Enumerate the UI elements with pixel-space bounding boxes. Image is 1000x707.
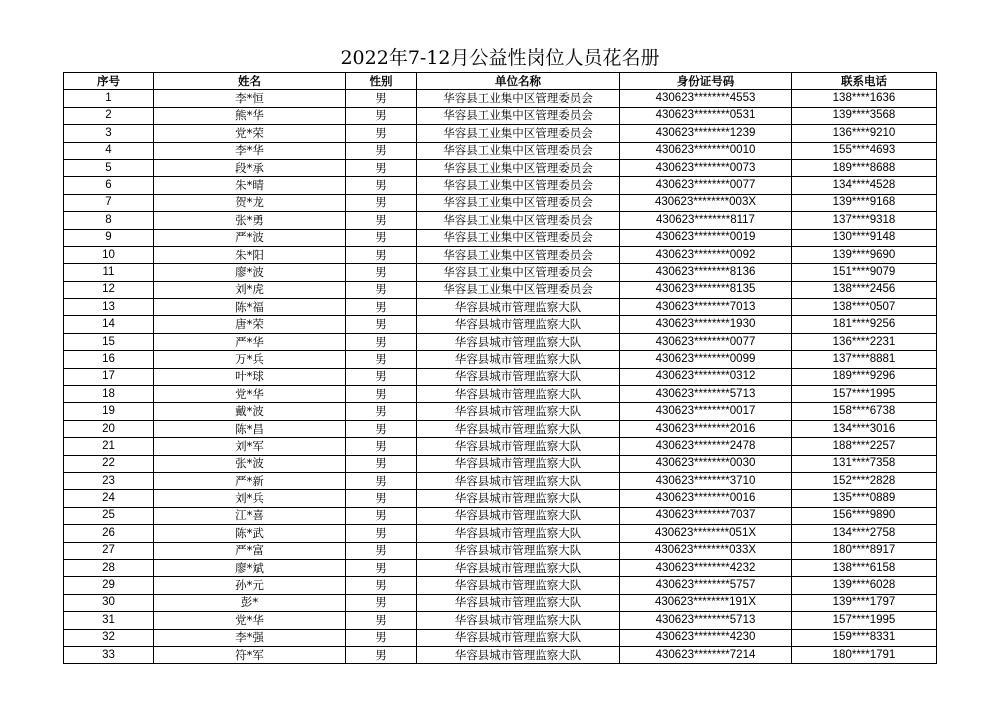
cell-unit: 华容县工业集中区管理委员会: [417, 107, 620, 124]
cell-unit: 华容县城市管理监察大队: [417, 507, 620, 524]
cell-phone: 138****1636: [792, 90, 937, 107]
cell-unit: 华容县工业集中区管理委员会: [417, 194, 620, 211]
cell-id-number: 430623********2478: [620, 438, 792, 455]
cell-seq: 14: [64, 316, 154, 333]
cell-name: 贺*龙: [154, 194, 346, 211]
cell-name: 符*军: [154, 646, 346, 663]
cell-gender: 男: [346, 559, 417, 576]
cell-gender: 男: [346, 525, 417, 542]
table-row: [64, 229, 937, 246]
table-row: [64, 629, 937, 646]
cell-id-number: 430623********0010: [620, 142, 792, 159]
table-row: [64, 577, 937, 594]
cell-seq: 20: [64, 420, 154, 437]
cell-name: 严*新: [154, 472, 346, 489]
table-row: [64, 525, 937, 542]
cell-id-number: 430623********7037: [620, 507, 792, 524]
cell-unit: 华容县城市管理监察大队: [417, 386, 620, 403]
cell-name: 严*富: [154, 542, 346, 559]
cell-id-number: 430623********5757: [620, 577, 792, 594]
cell-unit: 华容县城市管理监察大队: [417, 403, 620, 420]
table-row: [64, 299, 937, 316]
cell-name: 廖*波: [154, 264, 346, 281]
cell-id-number: 430623********0019: [620, 229, 792, 246]
cell-phone: 180****1791: [792, 646, 937, 663]
cell-unit: 华容县城市管理监察大队: [417, 455, 620, 472]
cell-phone: 137****9318: [792, 212, 937, 229]
table-row: [64, 455, 937, 472]
cell-gender: 男: [346, 159, 417, 176]
cell-name: 陈*武: [154, 525, 346, 542]
cell-seq: 33: [64, 646, 154, 663]
cell-unit: 华容县城市管理监察大队: [417, 472, 620, 489]
cell-seq: 16: [64, 351, 154, 368]
table-row: [64, 420, 937, 437]
cell-phone: 159****8331: [792, 629, 937, 646]
cell-phone: 139****3568: [792, 107, 937, 124]
cell-phone: 138****6158: [792, 559, 937, 576]
cell-name: 张*勇: [154, 212, 346, 229]
header-unit: 单位名称: [417, 73, 620, 90]
cell-phone: 152****2828: [792, 472, 937, 489]
cell-id-number: 430623********0077: [620, 177, 792, 194]
cell-seq: 1: [64, 90, 154, 107]
cell-name: 严*华: [154, 333, 346, 350]
cell-name: 刘*兵: [154, 490, 346, 507]
cell-seq: 3: [64, 125, 154, 142]
cell-seq: 22: [64, 455, 154, 472]
cell-gender: 男: [346, 438, 417, 455]
cell-seq: 30: [64, 594, 154, 611]
cell-id-number: 430623********0030: [620, 455, 792, 472]
cell-unit: 华容县城市管理监察大队: [417, 351, 620, 368]
table-row: [64, 246, 937, 263]
cell-name: 唐*荣: [154, 316, 346, 333]
table-row: [64, 316, 937, 333]
cell-seq: 18: [64, 386, 154, 403]
table-row: [64, 264, 937, 281]
cell-name: 彭*: [154, 594, 346, 611]
cell-unit: 华容县城市管理监察大队: [417, 542, 620, 559]
cell-id-number: 430623********8136: [620, 264, 792, 281]
cell-gender: 男: [346, 420, 417, 437]
cell-id-number: 430623********8117: [620, 212, 792, 229]
table-row: [64, 542, 937, 559]
cell-seq: 10: [64, 246, 154, 263]
cell-seq: 12: [64, 281, 154, 298]
cell-seq: 13: [64, 299, 154, 316]
table-row: [64, 368, 937, 385]
cell-gender: 男: [346, 90, 417, 107]
cell-name: 孙*元: [154, 577, 346, 594]
cell-unit: 华容县工业集中区管理委员会: [417, 281, 620, 298]
cell-unit: 华容县工业集中区管理委员会: [417, 246, 620, 263]
cell-id-number: 430623********7214: [620, 646, 792, 663]
table-row: [64, 507, 937, 524]
cell-name: 段*承: [154, 159, 346, 176]
cell-gender: 男: [346, 316, 417, 333]
header-gender: 性别: [346, 73, 417, 90]
cell-phone: 138****0507: [792, 299, 937, 316]
cell-name: 严*波: [154, 229, 346, 246]
roster-body: [64, 90, 937, 664]
cell-gender: 男: [346, 455, 417, 472]
cell-phone: 180****8917: [792, 542, 937, 559]
cell-seq: 5: [64, 159, 154, 176]
table-row: [64, 351, 937, 368]
roster-table: [63, 72, 937, 664]
cell-id-number: 430623********0017: [620, 403, 792, 420]
cell-gender: 男: [346, 542, 417, 559]
table-row: [64, 125, 937, 142]
cell-gender: 男: [346, 629, 417, 646]
cell-id-number: 430623********0073: [620, 159, 792, 176]
header-phone: 联系电话: [792, 73, 937, 90]
cell-unit: 华容县工业集中区管理委员会: [417, 177, 620, 194]
cell-unit: 华容县城市管理监察大队: [417, 629, 620, 646]
cell-name: 叶*球: [154, 368, 346, 385]
cell-unit: 华容县城市管理监察大队: [417, 559, 620, 576]
cell-name: 刘*军: [154, 438, 346, 455]
cell-id-number: 430623********8135: [620, 281, 792, 298]
cell-id-number: 430623********003X: [620, 194, 792, 211]
cell-gender: 男: [346, 333, 417, 350]
cell-seq: 19: [64, 403, 154, 420]
cell-id-number: 430623********0531: [620, 107, 792, 124]
cell-id-number: 430623********2016: [620, 420, 792, 437]
cell-name: 张*波: [154, 455, 346, 472]
cell-id-number: 430623********5713: [620, 612, 792, 629]
cell-phone: 131****7358: [792, 455, 937, 472]
cell-id-number: 430623********4230: [620, 629, 792, 646]
cell-gender: 男: [346, 386, 417, 403]
cell-name: 陈*福: [154, 299, 346, 316]
cell-seq: 25: [64, 507, 154, 524]
table-row: [64, 142, 937, 159]
cell-id-number: 430623********0016: [620, 490, 792, 507]
cell-seq: 7: [64, 194, 154, 211]
table-row: [64, 281, 937, 298]
cell-name: 刘*虎: [154, 281, 346, 298]
table-row: [64, 472, 937, 489]
header-id: 身份证号码: [620, 73, 792, 90]
cell-seq: 23: [64, 472, 154, 489]
cell-name: 党*华: [154, 386, 346, 403]
table-row: [64, 403, 937, 420]
cell-seq: 2: [64, 107, 154, 124]
cell-unit: 华容县工业集中区管理委员会: [417, 90, 620, 107]
cell-gender: 男: [346, 577, 417, 594]
cell-gender: 男: [346, 125, 417, 142]
cell-id-number: 430623********0092: [620, 246, 792, 263]
cell-gender: 男: [346, 264, 417, 281]
cell-phone: 181****9256: [792, 316, 937, 333]
cell-unit: 华容县城市管理监察大队: [417, 333, 620, 350]
cell-seq: 11: [64, 264, 154, 281]
cell-gender: 男: [346, 472, 417, 489]
cell-unit: 华容县城市管理监察大队: [417, 646, 620, 663]
cell-gender: 男: [346, 212, 417, 229]
cell-seq: 21: [64, 438, 154, 455]
cell-name: 朱*晴: [154, 177, 346, 194]
cell-gender: 男: [346, 142, 417, 159]
cell-gender: 男: [346, 612, 417, 629]
cell-unit: 华容县城市管理监察大队: [417, 612, 620, 629]
cell-gender: 男: [346, 299, 417, 316]
cell-seq: 8: [64, 212, 154, 229]
cell-name: 李*华: [154, 142, 346, 159]
cell-id-number: 430623********0099: [620, 351, 792, 368]
cell-unit: 华容县工业集中区管理委员会: [417, 229, 620, 246]
cell-unit: 华容县城市管理监察大队: [417, 577, 620, 594]
table-row: [64, 594, 937, 611]
cell-unit: 华容县城市管理监察大队: [417, 420, 620, 437]
cell-name: 廖*斌: [154, 559, 346, 576]
cell-phone: 157****1995: [792, 612, 937, 629]
cell-gender: 男: [346, 646, 417, 663]
cell-id-number: 430623********4232: [620, 559, 792, 576]
table-header-row: [64, 73, 937, 90]
cell-unit: 华容县城市管理监察大队: [417, 490, 620, 507]
cell-unit: 华容县城市管理监察大队: [417, 368, 620, 385]
cell-seq: 31: [64, 612, 154, 629]
cell-id-number: 430623********4553: [620, 90, 792, 107]
table-row: [64, 386, 937, 403]
cell-gender: 男: [346, 403, 417, 420]
page-title: 2022年7-12月公益性岗位人员花名册: [340, 47, 660, 69]
cell-phone: 134****4528: [792, 177, 937, 194]
cell-id-number: 430623********0077: [620, 333, 792, 350]
cell-gender: 男: [346, 507, 417, 524]
cell-phone: 139****6028: [792, 577, 937, 594]
cell-id-number: 430623********0312: [620, 368, 792, 385]
cell-phone: 136****2231: [792, 333, 937, 350]
cell-unit: 华容县城市管理监察大队: [417, 299, 620, 316]
table-row: [64, 333, 937, 350]
cell-unit: 华容县工业集中区管理委员会: [417, 142, 620, 159]
cell-id-number: 430623********3710: [620, 472, 792, 489]
cell-phone: 156****9890: [792, 507, 937, 524]
cell-phone: 135****0889: [792, 490, 937, 507]
table-row: [64, 212, 937, 229]
cell-id-number: 430623********5713: [620, 386, 792, 403]
cell-name: 万*兵: [154, 351, 346, 368]
cell-name: 李*强: [154, 629, 346, 646]
cell-unit: 华容县工业集中区管理委员会: [417, 159, 620, 176]
cell-phone: 158****6738: [792, 403, 937, 420]
cell-seq: 4: [64, 142, 154, 159]
table-row: [64, 559, 937, 576]
cell-id-number: 430623********1930: [620, 316, 792, 333]
cell-unit: 华容县工业集中区管理委员会: [417, 212, 620, 229]
cell-phone: 189****9296: [792, 368, 937, 385]
cell-gender: 男: [346, 368, 417, 385]
cell-unit: 华容县工业集中区管理委员会: [417, 125, 620, 142]
cell-unit: 华容县工业集中区管理委员会: [417, 264, 620, 281]
cell-phone: 134****2758: [792, 525, 937, 542]
cell-phone: 151****9079: [792, 264, 937, 281]
cell-id-number: 430623********051X: [620, 525, 792, 542]
cell-seq: 17: [64, 368, 154, 385]
cell-gender: 男: [346, 594, 417, 611]
cell-id-number: 430623********191X: [620, 594, 792, 611]
cell-name: 陈*昌: [154, 420, 346, 437]
cell-seq: 29: [64, 577, 154, 594]
table-row: [64, 490, 937, 507]
cell-unit: 华容县城市管理监察大队: [417, 438, 620, 455]
cell-id-number: 430623********7013: [620, 299, 792, 316]
cell-phone: 130****9148: [792, 229, 937, 246]
cell-gender: 男: [346, 246, 417, 263]
header-name: 姓名: [154, 73, 346, 90]
cell-gender: 男: [346, 107, 417, 124]
cell-gender: 男: [346, 351, 417, 368]
cell-seq: 27: [64, 542, 154, 559]
cell-name: 党*荣: [154, 125, 346, 142]
cell-phone: 134****3016: [792, 420, 937, 437]
cell-seq: 15: [64, 333, 154, 350]
cell-seq: 28: [64, 559, 154, 576]
cell-gender: 男: [346, 194, 417, 211]
cell-name: 李*恒: [154, 90, 346, 107]
cell-id-number: 430623********033X: [620, 542, 792, 559]
cell-seq: 6: [64, 177, 154, 194]
cell-phone: 155****4693: [792, 142, 937, 159]
cell-phone: 139****1797: [792, 594, 937, 611]
table-row: [64, 90, 937, 107]
cell-name: 江*喜: [154, 507, 346, 524]
cell-name: 戴*波: [154, 403, 346, 420]
cell-unit: 华容县城市管理监察大队: [417, 594, 620, 611]
cell-name: 朱*阳: [154, 246, 346, 263]
cell-phone: 157****1995: [792, 386, 937, 403]
cell-unit: 华容县城市管理监察大队: [417, 525, 620, 542]
cell-id-number: 430623********1239: [620, 125, 792, 142]
cell-unit: 华容县城市管理监察大队: [417, 316, 620, 333]
cell-gender: 男: [346, 281, 417, 298]
cell-gender: 男: [346, 229, 417, 246]
cell-phone: 137****8881: [792, 351, 937, 368]
cell-phone: 189****8688: [792, 159, 937, 176]
table-row: [64, 194, 937, 211]
cell-seq: 9: [64, 229, 154, 246]
header-seq: 序号: [64, 73, 154, 90]
cell-seq: 24: [64, 490, 154, 507]
cell-seq: 26: [64, 525, 154, 542]
cell-phone: 136****9210: [792, 125, 937, 142]
table-row: [64, 646, 937, 663]
cell-name: 熊*华: [154, 107, 346, 124]
table-row: [64, 438, 937, 455]
cell-phone: 138****2456: [792, 281, 937, 298]
cell-seq: 32: [64, 629, 154, 646]
table-row: [64, 159, 937, 176]
cell-phone: 188****2257: [792, 438, 937, 455]
cell-gender: 男: [346, 490, 417, 507]
cell-gender: 男: [346, 177, 417, 194]
table-row: [64, 612, 937, 629]
table-row: [64, 177, 937, 194]
table-row: [64, 107, 937, 124]
cell-name: 党*华: [154, 612, 346, 629]
cell-phone: 139****9690: [792, 246, 937, 263]
cell-phone: 139****9168: [792, 194, 937, 211]
